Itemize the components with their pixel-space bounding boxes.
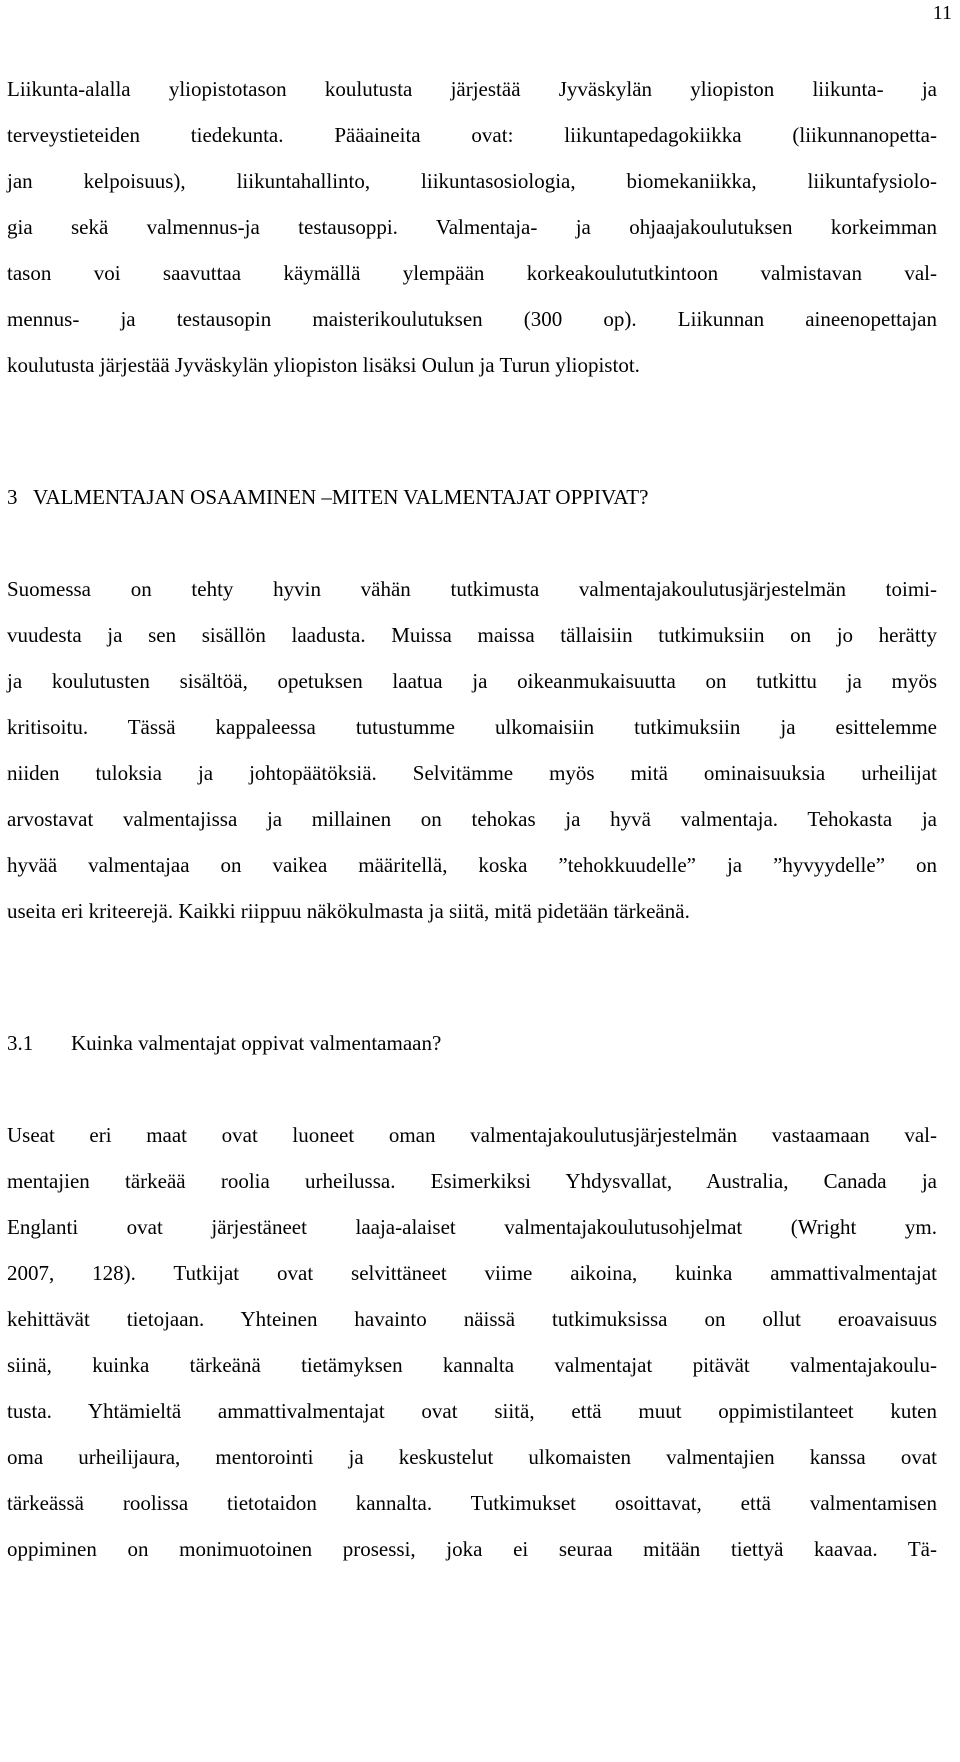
text-line: niiden tuloksia ja johtopäätöksiä. Selvitämme myös mitä ominaisuuksia urheilijat (7, 761, 937, 785)
paragraph-section-3 (7, 566, 937, 934)
text-line: Useat eri maat ovat luoneet oman valmentajakoulutusjärjestelmän vastaamaan val- (7, 1123, 937, 1147)
section-number: 3 (7, 485, 18, 509)
text-line: Englanti ovat järjestäneet laaja-alaiset valmentajakoulutusohjelmat (Wright ym. (7, 1215, 937, 1239)
text-line: gia sekä valmennus-ja testausoppi. Valmentaja- ja ohjaajakoulutuksen korkeimman (7, 215, 937, 239)
text-line: mentajien tärkeää roolia urheilussa. Esimerkiksi Yhdysvallat, Australia, Canada ja (7, 1169, 937, 1193)
section-heading-3 (7, 474, 937, 520)
paragraph-section-3-1 (7, 1112, 937, 1572)
text-line: jan kelpoisuus), liikuntahallinto, liikuntasosiologia, biomekaniikka, liikuntafysiolo- (7, 169, 937, 193)
text-line: tason voi saavuttaa käymällä ylempään korkeakoulututkintoon valmistavan val- (7, 261, 937, 285)
text-line: koulutusta järjestää Jyväskylän yliopiston lisäksi Oulun ja Turun yliopistot. (7, 353, 640, 377)
document-body (7, 66, 937, 1572)
text-line: 2007, 128). Tutkijat ovat selvittäneet viime aikoina, kuinka ammattivalmentajat (7, 1261, 937, 1285)
text-line: useita eri kriteerejä. Kaikki riippuu näkökulmasta ja siitä, mitä pidetään tärkeänä. (7, 899, 690, 923)
text-line: tärkeässä roolissa tietotaidon kannalta. Tutkimukset osoittavat, että valmentamisen (7, 1491, 937, 1515)
text-line: terveystieteiden tiedekunta. Pääaineita ovat: liikuntapedagokiikka (liikunnanopetta- (7, 123, 937, 147)
text-line: kehittävät tietojaan. Yhteinen havainto näissä tutkimuksissa on ollut eroavaisuus (7, 1307, 937, 1331)
section-title: Kuinka valmentajat oppivat valmentamaan? (71, 1031, 442, 1055)
text-line: kritisoitu. Tässä kappaleessa tutustumme ulkomaisiin tutkimuksiin ja esittelemme (7, 715, 937, 739)
section-title: VALMENTAJAN OSAAMINEN –MITEN VALMENTAJAT OPPIVAT? (33, 485, 649, 509)
text-line: ja koulutusten sisältöä, opetuksen laatua ja oikeanmukaisuutta on tutkittu ja myös (7, 669, 937, 693)
text-line: oma urheilijaura, mentorointi ja keskustelut ulkomaisten valmentajien kanssa ovat (7, 1445, 937, 1469)
page-number: 11 (932, 2, 952, 24)
text-line: tusta. Yhtämieltä ammattivalmentajat ovat siitä, että muut oppimistilanteet kuten (7, 1399, 937, 1423)
text-line: Liikunta-alalla yliopistotason koulutusta järjestää Jyväskylän yliopiston liikunta- ja (7, 77, 937, 101)
paragraph-intro (7, 66, 937, 388)
text-line: arvostavat valmentajissa ja millainen on tehokas ja hyvä valmentaja. Tehokasta ja (7, 807, 937, 831)
section-heading-3-1 (7, 1020, 937, 1066)
text-line: oppiminen on monimuotoinen prosessi, joka ei seuraa mitään tiettyä kaavaa. Tä- (7, 1537, 937, 1561)
section-number: 3.1 (7, 1031, 34, 1055)
text-line: vuudesta ja sen sisällön laadusta. Muissa maissa tällaisiin tutkimuksiin on jo herätty (7, 623, 937, 647)
text-line: hyvää valmentajaa on vaikea määritellä, koska ”tehokkuudelle” ja ”hyvyydelle” on (7, 853, 937, 877)
text-line: siinä, kuinka tärkeänä tietämyksen kannalta valmentajat pitävät valmentajakoulu- (7, 1353, 937, 1377)
text-line: Suomessa on tehty hyvin vähän tutkimusta valmentajakoulutusjärjestelmän toimi- (7, 577, 937, 601)
text-line: mennus- ja testausopin maisterikoulutuksen (300 op). Liikunnan aineenopettajan (7, 307, 937, 331)
